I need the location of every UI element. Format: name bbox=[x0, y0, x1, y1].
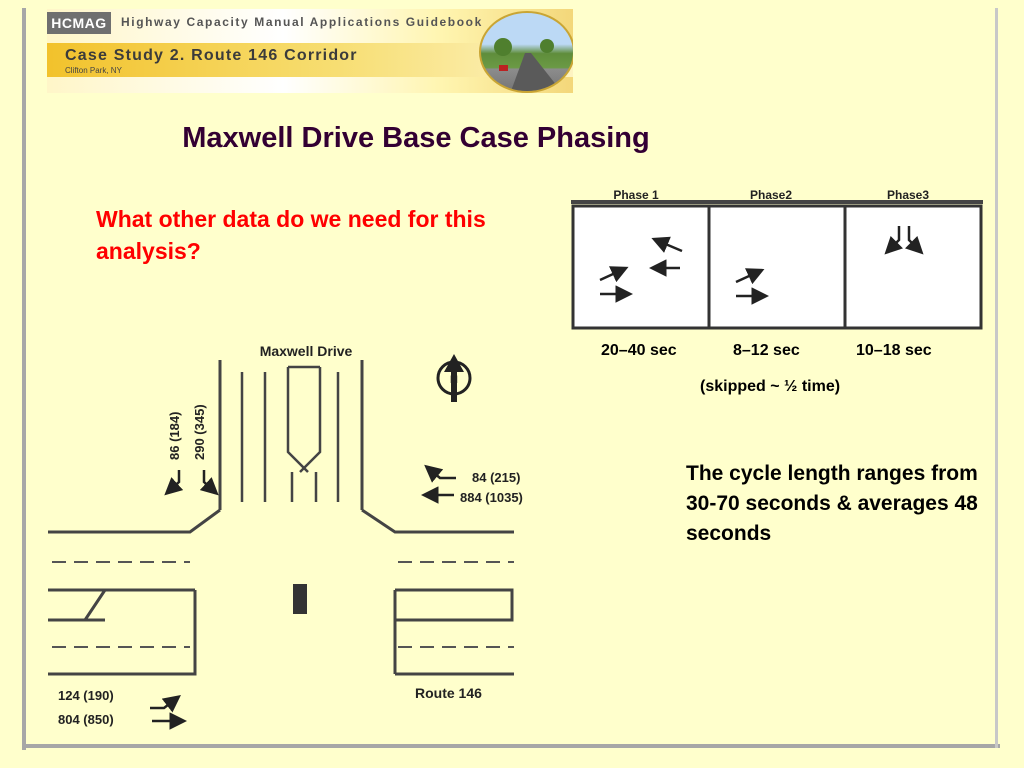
slide-frame-right bbox=[995, 8, 998, 748]
eastbound-through-volume: 804 (850) bbox=[58, 712, 114, 727]
phase-3-label: Phase3 bbox=[886, 188, 930, 202]
case-study-title: Case Study 2. Route 146 Corridor bbox=[65, 47, 358, 64]
eastbound-arrows bbox=[150, 698, 182, 721]
phase-1-time: 20–40 sec bbox=[601, 342, 677, 359]
maxwell-drive-label: Maxwell Drive bbox=[259, 343, 353, 359]
case-study-location: Clifton Park, NY bbox=[65, 66, 122, 75]
road-edges bbox=[48, 360, 514, 674]
signal-head bbox=[293, 584, 307, 614]
phase-table bbox=[573, 206, 981, 328]
southbound-arrows bbox=[168, 470, 215, 492]
westbound-through-volume: 884 (1035) bbox=[460, 490, 523, 505]
hcmag-logo: HCMAG bbox=[47, 12, 111, 34]
phase-2-label: Phase2 bbox=[749, 188, 793, 202]
question-text: What other data do we need for this analysis? bbox=[96, 206, 486, 264]
banner-subtitle: Highway Capacity Manual Applications Guidebook bbox=[121, 15, 483, 29]
north-arrow-icon bbox=[438, 354, 470, 402]
route-146-label: Route 146 bbox=[415, 685, 482, 701]
slide-frame-bottom bbox=[22, 744, 1000, 748]
north-letter: N bbox=[450, 374, 458, 386]
phase-2-time: 8–12 sec bbox=[733, 342, 800, 359]
slide-frame-left bbox=[22, 8, 26, 750]
phase-1-label: Phase 1 bbox=[613, 188, 659, 202]
eastbound-left-volume: 124 (190) bbox=[58, 688, 114, 703]
phase-diagram bbox=[568, 180, 988, 335]
phase-3-time: 10–18 sec bbox=[856, 342, 932, 359]
westbound-arrows bbox=[426, 468, 456, 495]
cycle-length-note: The cycle length ranges from 30-70 seconds & averages 48 seconds bbox=[686, 462, 978, 545]
lane-lines bbox=[242, 367, 338, 502]
header-banner bbox=[47, 9, 573, 93]
road-photo bbox=[479, 11, 573, 93]
skipped-note: (skipped ~ ½ time) bbox=[700, 378, 841, 395]
lane-dashes bbox=[52, 562, 514, 647]
westbound-left-volume: 84 (215) bbox=[472, 470, 521, 485]
intersection-diagram bbox=[40, 332, 540, 744]
southbound-through-volume: 290 (345) bbox=[192, 404, 207, 460]
slide-title: Maxwell Drive Base Case Phasing bbox=[182, 122, 650, 154]
southbound-left-volume: 86 (184) bbox=[167, 411, 182, 460]
